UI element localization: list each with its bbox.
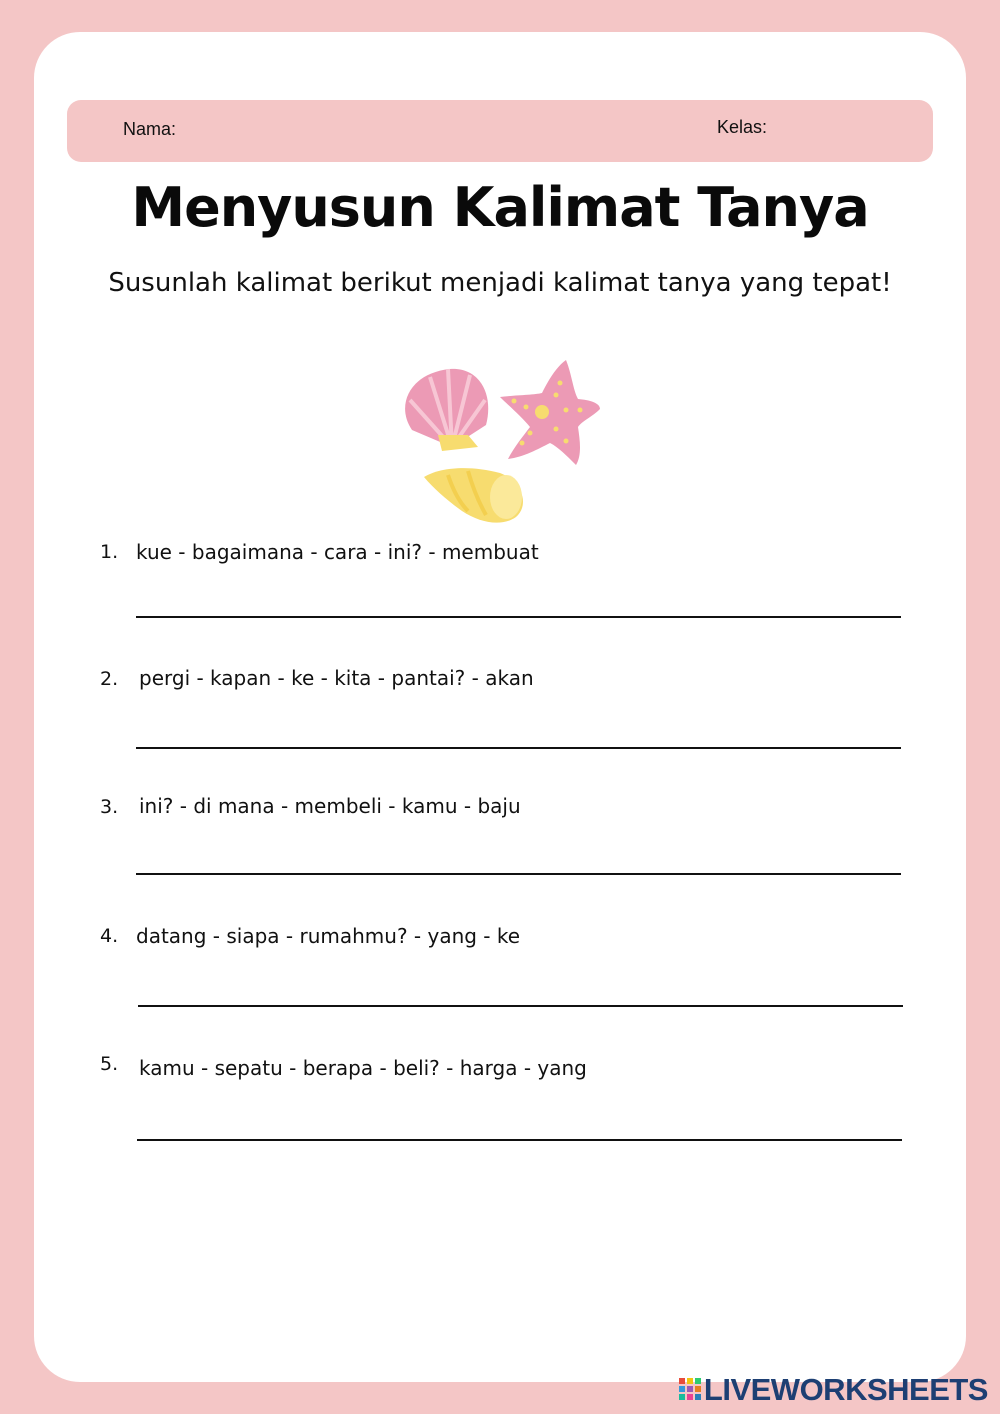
brand-name: LIVEWORKSHEETS [703,1372,988,1407]
answer-line-2[interactable] [136,747,901,749]
sea-shells-illustration [390,355,610,530]
liveworksheets-logo-icon [679,1378,701,1402]
seashell-icon [405,369,488,451]
conch-shell-icon [424,468,523,523]
liveworksheets-brand[interactable] [679,1372,988,1408]
question-text: kue - bagaimana - cara - ini? - membuat [136,540,539,564]
class-label: Kelas: [717,117,768,137]
question-number: 1. [100,541,119,563]
answer-line-1[interactable] [136,616,901,618]
question-number: 5. [100,1053,119,1075]
question-number: 2. [100,668,119,690]
instruction-text: Susunlah kalimat berikut menjadi kalimat tanya yang tepat! [108,268,892,298]
question-text: pergi - kapan - ke - kita - pantai? - akan [139,666,534,690]
question-text: kamu - sepatu - berapa - beli? - harga - yang [139,1056,587,1080]
starfish-icon [500,360,600,465]
answer-line-5[interactable] [137,1139,902,1141]
question-text: datang - siapa - rumahmu? - yang - ke [136,924,521,948]
name-label: Nama: [123,119,177,139]
question-number: 3. [100,796,119,818]
worksheet-title: Menyusun Kalimat Tanya [131,176,869,239]
student-info-bar [67,100,933,162]
question-number: 4. [100,925,119,947]
question-text: ini? - di mana - membeli - kamu - baju [139,794,521,818]
answer-line-4[interactable] [138,1005,903,1007]
answer-line-3[interactable] [136,873,901,875]
